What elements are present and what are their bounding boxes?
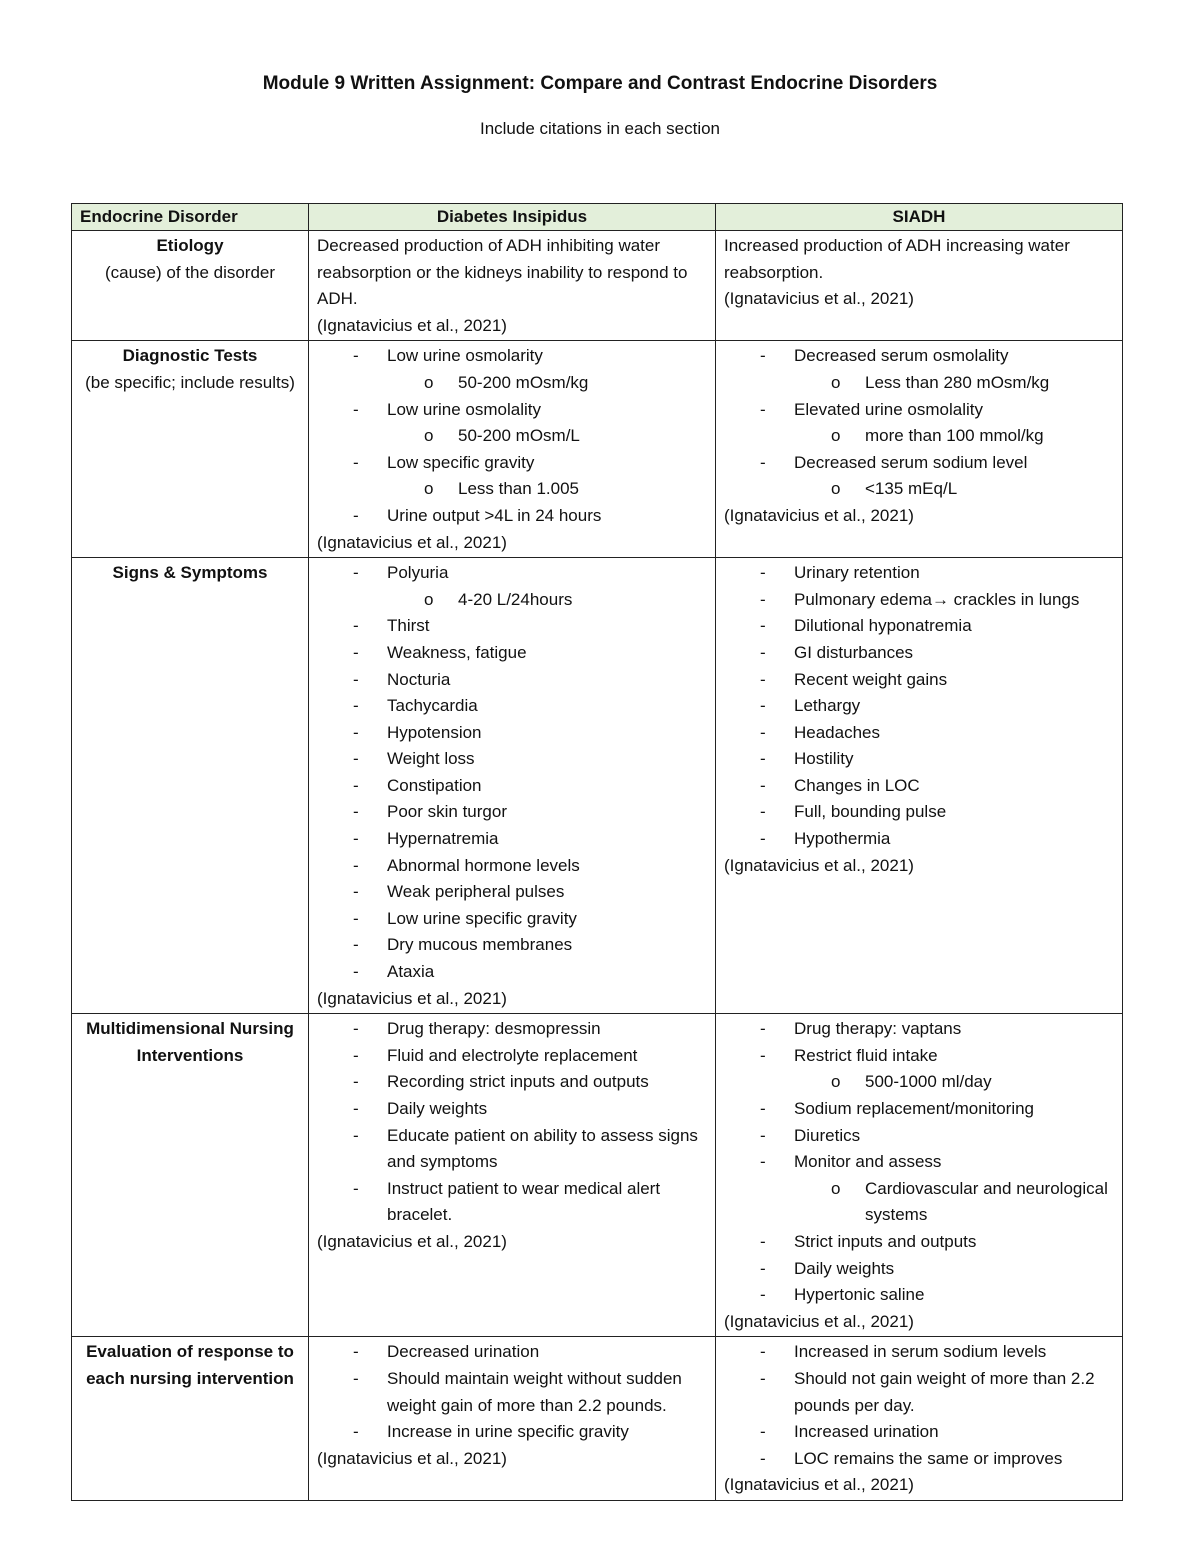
list-item	[724, 1339, 1114, 1366]
dash-bullet-icon: -	[760, 1125, 766, 1145]
dash-bullet-icon: -	[760, 1019, 766, 1039]
row-label-evaluation: Evaluation of response to each nursing intervention	[86, 1342, 294, 1388]
dash-bullet-icon: -	[353, 882, 359, 902]
list-item	[724, 799, 1114, 826]
dash-bullet-icon: -	[760, 722, 766, 742]
list-item	[317, 773, 707, 800]
list-item	[317, 1096, 707, 1123]
list-item-text: Low specific gravity	[387, 452, 535, 472]
list-item-text: Urinary retention	[794, 563, 920, 583]
row-signs-symptoms	[72, 558, 1123, 1014]
list-item	[724, 1256, 1114, 1283]
row-head-signs	[72, 558, 309, 1014]
dash-bullet-icon: -	[760, 589, 766, 609]
list-item-text: Urine output >4L in 24 hours	[387, 505, 602, 525]
list-item	[724, 1096, 1114, 1123]
list-item-text: Should not gain weight of more than 2.2 pounds per day.	[794, 1368, 1095, 1415]
list-item-text: Pulmonary edema→ crackles in lungs	[794, 589, 1080, 609]
list-item-text: Cardiovascular and neurological systems	[865, 1178, 1108, 1225]
list-item	[724, 1229, 1114, 1256]
list-item-text: Sodium replacement/monitoring	[794, 1099, 1035, 1118]
row-interventions	[72, 1014, 1123, 1337]
diagnostic-siadh-list	[724, 343, 1114, 503]
citation: (Ignatavicius et al., 2021)	[317, 315, 507, 335]
row-evaluation	[72, 1337, 1123, 1501]
list-item-text: Recording strict inputs and outputs	[387, 1072, 649, 1092]
circle-bullet-icon: o	[424, 479, 434, 499]
list-item	[724, 450, 1114, 477]
dash-bullet-icon: -	[760, 642, 766, 662]
list-item-text: Weak peripheral pulses	[387, 882, 565, 902]
sub-list-item	[724, 370, 1114, 397]
dash-bullet-icon: -	[760, 802, 766, 822]
sub-list-item	[317, 476, 707, 503]
list-item	[724, 397, 1114, 424]
list-item-text: Weakness, fatigue	[387, 642, 527, 662]
signs-siadh-list	[724, 560, 1114, 853]
list-item-text: Increased urination	[794, 1422, 939, 1442]
list-item-text: Decreased serum osmolality	[794, 346, 1009, 366]
dash-bullet-icon: -	[760, 1448, 766, 1468]
list-item-text: Changes in LOC	[794, 775, 920, 795]
list-item-text: Less than 1.005	[458, 479, 579, 499]
row-diagnostic-tests	[72, 341, 1123, 558]
cell-evaluation-di	[309, 1337, 716, 1501]
list-item-text: Hypotension	[387, 722, 482, 742]
list-item-text: Tachycardia	[387, 696, 478, 716]
list-item	[724, 1043, 1114, 1070]
list-item	[317, 503, 707, 530]
interventions-siadh-list	[724, 1016, 1114, 1309]
citation: (Ignatavicius et al., 2021)	[317, 1448, 507, 1468]
list-item	[317, 1123, 707, 1176]
row-head-evaluation	[72, 1337, 309, 1501]
citation: (Ignatavicius et al., 2021)	[317, 1231, 507, 1251]
list-item-text: Hypothermia	[794, 829, 891, 849]
circle-bullet-icon: o	[424, 589, 434, 609]
list-item-text: Abnormal hormone levels	[387, 855, 580, 875]
cell-diagnostic-di	[309, 341, 716, 558]
list-item	[724, 693, 1114, 720]
dash-bullet-icon: -	[353, 399, 359, 419]
dash-bullet-icon: -	[353, 616, 359, 636]
list-item	[317, 343, 707, 370]
circle-bullet-icon: o	[424, 426, 434, 446]
list-item-text: LOC remains the same or improves	[794, 1448, 1063, 1468]
interventions-di-list	[317, 1016, 707, 1229]
row-head-diagnostic	[72, 341, 309, 558]
list-item-text: Elevated urine osmolality	[794, 399, 983, 419]
circle-bullet-icon: o	[831, 479, 841, 499]
list-item	[317, 799, 707, 826]
list-item	[317, 667, 707, 694]
dash-bullet-icon: -	[760, 1422, 766, 1442]
circle-bullet-icon: o	[424, 372, 434, 392]
list-item	[317, 853, 707, 880]
list-item	[317, 397, 707, 424]
dash-bullet-icon: -	[353, 1342, 359, 1362]
sub-list-item	[317, 370, 707, 397]
list-item-text: Increase in urine specific gravity	[387, 1422, 629, 1442]
list-item-text: Constipation	[387, 775, 482, 795]
sub-list-item	[724, 1176, 1114, 1229]
dash-bullet-icon: -	[353, 1099, 359, 1118]
list-item-text: Ataxia	[387, 962, 435, 982]
dash-bullet-icon: -	[760, 563, 766, 583]
dash-bullet-icon: -	[760, 696, 766, 716]
list-item-text: Educate patient on ability to assess signs and symptoms	[387, 1125, 698, 1172]
circle-bullet-icon: o	[831, 426, 841, 446]
cell-evaluation-siadh	[716, 1337, 1123, 1501]
list-item	[724, 1446, 1114, 1473]
row-sublabel-diagnostic: (be specific; include results)	[85, 372, 295, 392]
list-item-text: Thirst	[387, 616, 430, 636]
dash-bullet-icon: -	[760, 346, 766, 366]
list-item-text: <135 mEq/L	[865, 479, 958, 499]
list-item	[317, 879, 707, 906]
dash-bullet-icon: -	[760, 669, 766, 689]
list-item	[317, 693, 707, 720]
row-label-diagnostic: Diagnostic Tests	[122, 346, 258, 366]
list-item	[317, 1366, 707, 1419]
dash-bullet-icon: -	[353, 829, 359, 849]
dash-bullet-icon: -	[353, 1178, 359, 1198]
list-item-text: Fluid and electrolyte replacement	[387, 1045, 638, 1065]
dash-bullet-icon: -	[760, 1368, 766, 1388]
list-item-text: Low urine osmolarity	[387, 346, 543, 366]
dash-bullet-icon: -	[760, 1258, 766, 1278]
list-item-text: 500-1000 ml/day	[865, 1072, 992, 1092]
circle-bullet-icon: o	[831, 372, 841, 392]
list-item	[724, 587, 1114, 614]
document-title: Module 9 Written Assignment: Compare and Contrast Endocrine Disorders	[262, 73, 938, 94]
list-item-text: Drug therapy: desmopressin	[387, 1019, 601, 1039]
header-siadh: SIADH	[716, 204, 1123, 231]
dash-bullet-icon: -	[353, 563, 359, 583]
cell-signs-siadh	[716, 558, 1123, 1014]
cell-signs-di	[309, 558, 716, 1014]
list-item-text: Strict inputs and outputs	[794, 1231, 977, 1251]
list-item-text: Recent weight gains	[794, 669, 948, 689]
list-item-text: Should maintain weight without sudden weight gain of more than 2.2 pounds.	[387, 1368, 682, 1415]
list-item	[317, 1016, 707, 1043]
list-item-text: Hypertonic saline	[794, 1285, 925, 1305]
list-item-text: Hypernatremia	[387, 829, 499, 849]
list-item-text: Diuretics	[794, 1125, 861, 1145]
dash-bullet-icon: -	[353, 669, 359, 689]
evaluation-di-list	[317, 1339, 707, 1445]
citation: (Ignatavicius et al., 2021)	[317, 988, 507, 1008]
list-item	[724, 1282, 1114, 1309]
row-label-interventions: Multidimensional Nursing Interventions	[86, 1019, 294, 1065]
list-item-text: GI disturbances	[794, 642, 914, 662]
list-item	[724, 613, 1114, 640]
list-item-text: Dry mucous membranes	[387, 935, 573, 955]
signs-di-list	[317, 560, 707, 986]
row-sublabel-etiology: (cause) of the disorder	[104, 262, 276, 282]
citation: (Ignatavicius et al., 2021)	[724, 1475, 914, 1495]
list-item-text: Low urine osmolality	[387, 399, 542, 419]
dash-bullet-icon: -	[353, 346, 359, 366]
dash-bullet-icon: -	[760, 616, 766, 636]
header-row	[72, 204, 1123, 231]
circle-bullet-icon: o	[831, 1072, 841, 1092]
list-item-text: Decreased serum sodium level	[794, 452, 1028, 472]
dash-bullet-icon: -	[760, 1285, 766, 1305]
evaluation-siadh-list	[724, 1339, 1114, 1472]
list-item-text: Restrict fluid intake	[794, 1045, 938, 1065]
cell-diagnostic-siadh	[716, 341, 1123, 558]
sub-list-item	[724, 423, 1114, 450]
list-item	[724, 667, 1114, 694]
list-item-text: Poor skin turgor	[387, 802, 507, 822]
header-diabetes-insipidus: Diabetes Insipidus	[309, 204, 716, 231]
list-item-text: Drug therapy: vaptans	[794, 1019, 962, 1039]
dash-bullet-icon: -	[760, 399, 766, 419]
etiology-di-text: Decreased production of ADH inhibiting water reabsorption or the kidneys inability to respond to ADH.	[317, 236, 688, 309]
dash-bullet-icon: -	[353, 696, 359, 716]
list-item	[724, 773, 1114, 800]
sub-list-item	[724, 476, 1114, 503]
list-item-text: Dilutional hyponatremia	[794, 616, 972, 636]
document-subtitle: Include citations in each section	[479, 119, 721, 138]
dash-bullet-icon: -	[760, 1152, 766, 1172]
list-item-text: Daily weights	[794, 1258, 895, 1278]
citation: (Ignatavicius et al., 2021)	[724, 1311, 914, 1331]
list-item	[724, 1149, 1114, 1176]
cell-etiology-siadh	[716, 231, 1123, 341]
citation: (Ignatavicius et al., 2021)	[724, 855, 914, 875]
dash-bullet-icon: -	[353, 775, 359, 795]
dash-bullet-icon: -	[760, 1342, 766, 1362]
list-item	[317, 560, 707, 587]
dash-bullet-icon: -	[353, 722, 359, 742]
list-item	[317, 959, 707, 986]
list-item-text: Decreased urination	[387, 1342, 540, 1362]
dash-bullet-icon: -	[353, 1019, 359, 1039]
list-item	[317, 826, 707, 853]
dash-bullet-icon: -	[760, 1045, 766, 1065]
dash-bullet-icon: -	[760, 775, 766, 795]
list-item	[317, 720, 707, 747]
list-item-text: Less than 280 mOsm/kg	[865, 372, 1050, 392]
list-item	[724, 1366, 1114, 1419]
dash-bullet-icon: -	[353, 962, 359, 982]
dash-bullet-icon: -	[353, 452, 359, 472]
list-item-text: Instruct patient to wear medical alert bracelet.	[387, 1178, 661, 1225]
list-item	[317, 906, 707, 933]
list-item	[724, 343, 1114, 370]
list-item	[317, 1339, 707, 1366]
list-item	[724, 560, 1114, 587]
citation: (Ignatavicius et al., 2021)	[317, 532, 507, 552]
list-item	[317, 932, 707, 959]
list-item	[724, 720, 1114, 747]
dash-bullet-icon: -	[353, 908, 359, 928]
dash-bullet-icon: -	[353, 1125, 359, 1145]
cell-etiology-di	[309, 231, 716, 341]
dash-bullet-icon: -	[760, 829, 766, 849]
dash-bullet-icon: -	[353, 1072, 359, 1092]
citation: (Ignatavicius et al., 2021)	[724, 505, 914, 525]
dash-bullet-icon: -	[353, 802, 359, 822]
list-item	[724, 746, 1114, 773]
cell-interventions-di	[309, 1014, 716, 1337]
dash-bullet-icon: -	[353, 855, 359, 875]
row-label-signs: Signs & Symptoms	[112, 563, 268, 583]
etiology-siadh-text: Increased production of ADH increasing water reabsorption.	[724, 236, 1070, 282]
row-label-etiology: Etiology	[156, 236, 224, 255]
dash-bullet-icon: -	[353, 505, 359, 525]
list-item-text: Polyuria	[387, 563, 449, 583]
dash-bullet-icon: -	[760, 1099, 766, 1118]
list-item-text: 50-200 mOsm/kg	[458, 372, 589, 392]
dash-bullet-icon: -	[353, 1422, 359, 1442]
list-item-text: Low urine specific gravity	[387, 908, 577, 928]
list-item	[724, 640, 1114, 667]
row-etiology	[72, 231, 1123, 341]
list-item	[724, 1123, 1114, 1150]
list-item	[317, 450, 707, 477]
list-item	[317, 1419, 707, 1446]
dash-bullet-icon: -	[353, 749, 359, 769]
list-item-text: Monitor and assess	[794, 1152, 942, 1172]
citation: (Ignatavicius et al., 2021)	[724, 289, 914, 309]
list-item	[317, 746, 707, 773]
list-item-text: Increased in serum sodium levels	[794, 1342, 1047, 1362]
list-item-text: Weight loss	[387, 749, 475, 769]
dash-bullet-icon: -	[760, 749, 766, 769]
comparison-table	[71, 203, 1123, 1501]
dash-bullet-icon: -	[760, 452, 766, 472]
diagnostic-di-list	[317, 343, 707, 529]
list-item	[317, 613, 707, 640]
list-item	[317, 1069, 707, 1096]
sub-list-item	[724, 1069, 1114, 1096]
row-head-etiology	[72, 231, 309, 341]
list-item	[317, 1043, 707, 1070]
dash-bullet-icon: -	[353, 642, 359, 662]
cell-interventions-siadh	[716, 1014, 1123, 1337]
list-item-text: Full, bounding pulse	[794, 802, 947, 822]
list-item-text: Lethargy	[794, 696, 861, 716]
sub-list-item	[317, 587, 707, 614]
row-head-interventions	[72, 1014, 309, 1337]
list-item-text: Headaches	[794, 722, 881, 742]
list-item-text: 50-200 mOsm/L	[458, 426, 580, 446]
header-endocrine-disorder: Endocrine Disorder	[72, 204, 309, 231]
list-item-text: Daily weights	[387, 1099, 488, 1118]
list-item-text: Hostility	[794, 749, 854, 769]
dash-bullet-icon: -	[353, 1045, 359, 1065]
list-item	[317, 640, 707, 667]
dash-bullet-icon: -	[353, 935, 359, 955]
list-item-text: 4-20 L/24hours	[458, 589, 573, 609]
list-item	[317, 1176, 707, 1229]
list-item	[724, 1419, 1114, 1446]
dash-bullet-icon: -	[353, 1368, 359, 1388]
dash-bullet-icon: -	[760, 1231, 766, 1251]
sub-list-item	[317, 423, 707, 450]
list-item-text: more than 100 mmol/kg	[865, 426, 1044, 446]
list-item	[724, 1016, 1114, 1043]
circle-bullet-icon: o	[831, 1178, 841, 1198]
list-item-text: Nocturia	[387, 669, 451, 689]
list-item	[724, 826, 1114, 853]
